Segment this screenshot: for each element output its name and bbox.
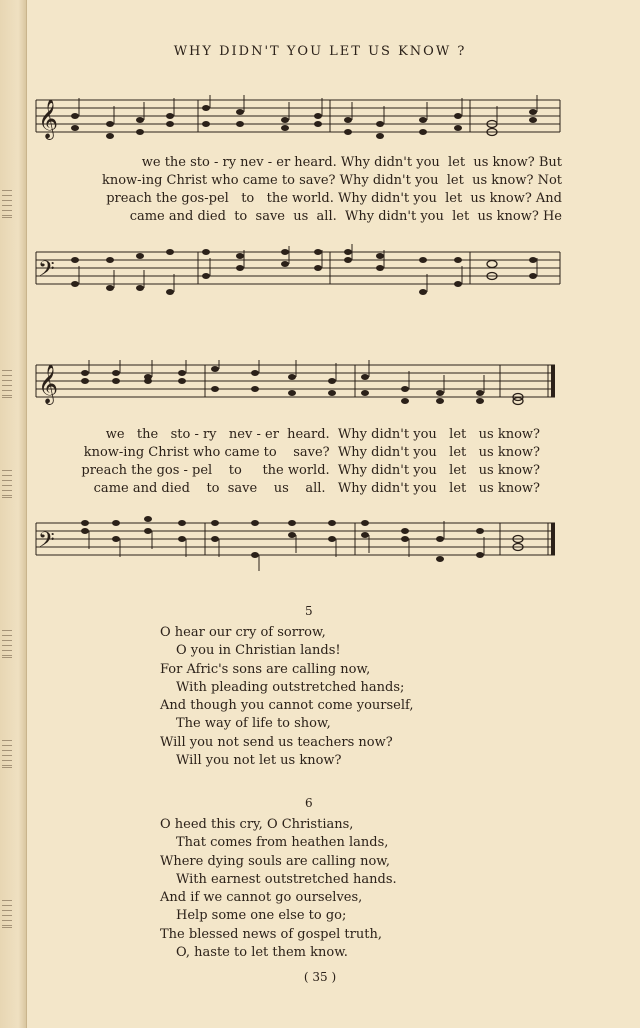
lyric-line: preach the gos - pel to the world. Why didn't you let us know? xyxy=(81,463,540,478)
svg-text:𝄞: 𝄞 xyxy=(38,99,59,139)
binding-fragment xyxy=(2,470,12,498)
verse-line: O hear our cry of sorrow, xyxy=(160,625,326,640)
svg-text:𝄞: 𝄞 xyxy=(38,364,59,404)
stanza-number: 5 xyxy=(305,604,313,618)
stanza-6 xyxy=(160,790,480,962)
verse-line: Where dying souls are calling now, xyxy=(160,853,390,869)
lyric-line: we the sto - ry nev - er heard. Why didn't you let us know? But xyxy=(141,155,562,170)
verse-line: And if we cannot go ourselves, xyxy=(160,890,363,906)
verse-line: The blessed news of gospel truth, xyxy=(160,926,382,942)
verse-line: O, haste to let them know. xyxy=(176,945,348,961)
stanza-5 xyxy=(160,598,480,770)
treble-staff-2 xyxy=(30,360,570,410)
hymn-title: WHY DIDN'T YOU LET US KNOW ? xyxy=(173,44,467,59)
book-binding-edge xyxy=(0,0,27,1028)
verse-line: Will you not let us know? xyxy=(176,753,342,769)
lyrics-system-1 xyxy=(40,154,570,226)
binding-fragment xyxy=(2,630,12,658)
lyric-line: came and died to save us all. Why didn't you let us know? He xyxy=(129,209,562,224)
verse-line: And though you cannot come yourself, xyxy=(160,698,414,714)
bass-staff-1 xyxy=(30,244,570,300)
verse-line: With earnest outstretched hands. xyxy=(176,871,397,887)
treble-staff-1 xyxy=(30,95,570,145)
binding-fragment xyxy=(2,740,12,768)
binding-fragment xyxy=(2,190,12,218)
lyric-line: we the sto - ry nev - er heard. Why didn't you let us know? xyxy=(105,427,540,442)
bass-staff-2 xyxy=(30,515,570,571)
lyric-line: preach the gos-pel to the world. Why didn't you let us know? And xyxy=(106,191,562,206)
lyric-line: know-ing Christ who came to save? Why didn't you let us know? xyxy=(83,445,540,460)
lyrics-system-2 xyxy=(40,426,570,498)
verse-line: That comes from heathen lands, xyxy=(176,835,389,851)
verse-line: Will you not send us teachers now? xyxy=(160,734,393,750)
verse-line: O you in Christian lands! xyxy=(176,643,341,659)
verse-line: Help some one else to go; xyxy=(176,908,347,924)
verse-line: For Afric's sons are calling now, xyxy=(160,661,371,677)
page-number: ( 35 ) xyxy=(303,970,337,984)
stanza-number: 6 xyxy=(305,796,313,810)
svg-text:𝄢: 𝄢 xyxy=(38,528,55,558)
lyric-line: know-ing Christ who came to save? Why didn't you let us know? Not xyxy=(101,173,562,188)
verse-line: With pleading outstretched hands; xyxy=(176,679,405,695)
lyric-line: came and died to save us all. Why didn't you let us know? xyxy=(93,481,540,496)
svg-text:𝄢: 𝄢 xyxy=(38,257,55,287)
verse-line: O heed this cry, O Christians, xyxy=(160,817,354,832)
binding-fragment xyxy=(2,900,12,928)
binding-fragment xyxy=(2,370,12,398)
verse-line: The way of life to show, xyxy=(176,716,331,732)
